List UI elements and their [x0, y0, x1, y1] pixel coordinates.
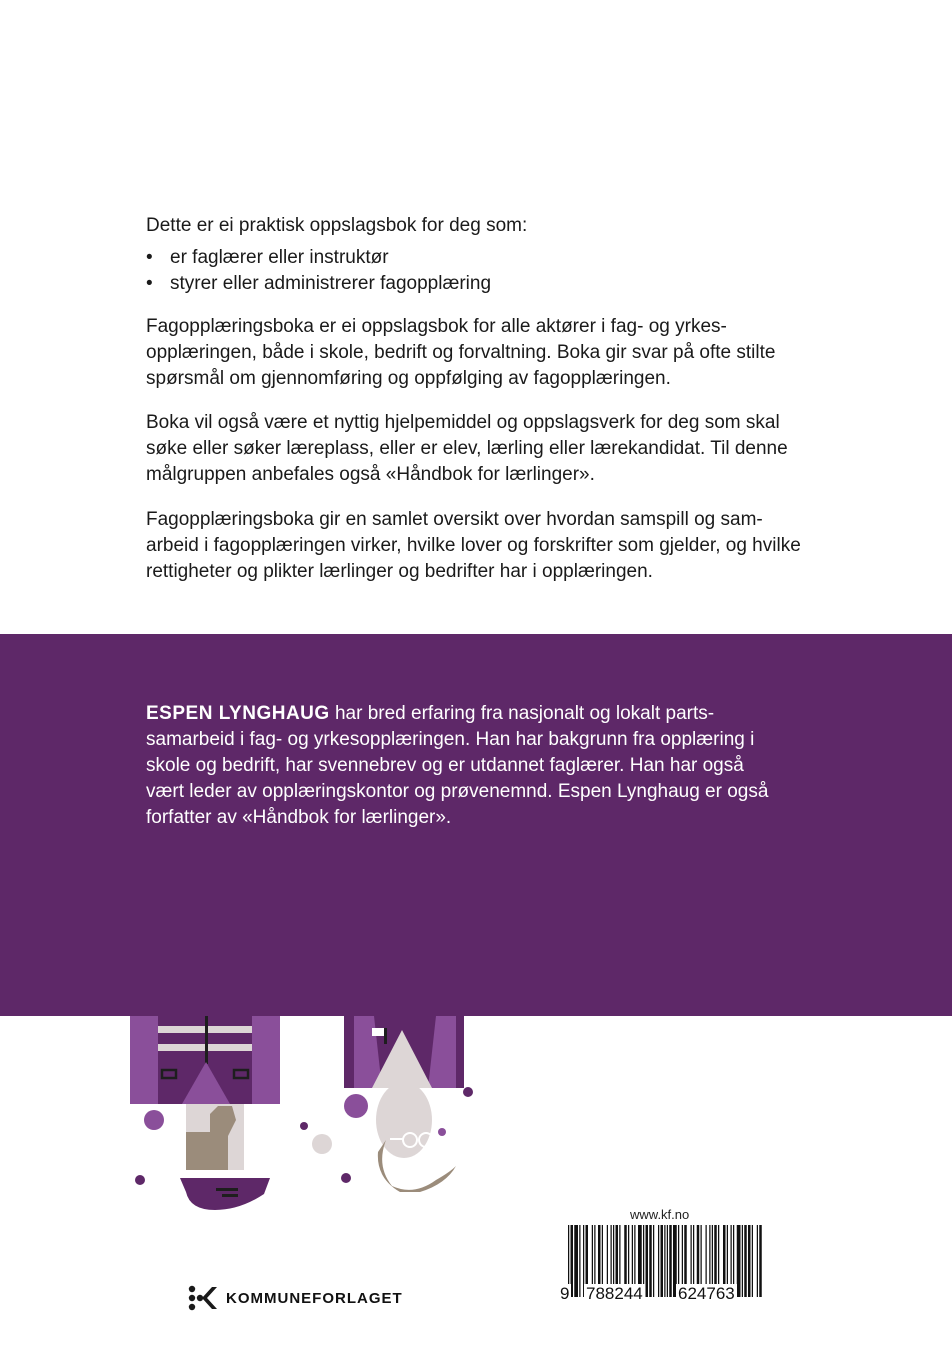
barcode-digit-first: 9: [560, 1284, 570, 1303]
upside-down-figures-illustration: [120, 1016, 490, 1216]
intro-lead: Dette er ei praktisk oppslagsbok for deg som:: [146, 215, 528, 236]
intro-bullet-list: [146, 245, 806, 297]
intro-section: [146, 213, 806, 297]
paragraph-usefulness: Boka vil også være et nyttig hjelpemiddel og oppslagsverk for deg som skal søke eller søker læreplass, eller er elev, lærling eller lærekandidat. Til denne målgruppen anbefales også «Håndbok for lærlinger».: [146, 412, 788, 485]
list-item: • er faglærer eller instruktør: [146, 245, 806, 271]
bullet-icon: •: [146, 247, 153, 268]
paragraph-overview: Fagopplæringsboka gir en samlet oversikt over hvordan samspill og sam-arbeid i fagopplæringen virker, hvilke lover og forskrifter som gjelder, og hvilke rettigheter og plikter lærlinger og bedrifter har i opplæringen.: [146, 509, 801, 582]
barcode-digits-left: 788244: [586, 1284, 643, 1303]
kommuneforlaget-logo-icon: [188, 1285, 218, 1311]
author-bio-text: har bred erfaring fra nasjonalt og lokalt parts-samarbeid i fag- og yrkesopplæringen. Han har bakgrunn fra opplæring i skole og bedrift, har svennebrev og er utdannet faglærer. Han har også vært leder av opplæringskontor og prøvenemnd. Espen Lynghaug er også forfatter av «Håndbok for lærlinger».: [146, 703, 769, 828]
publisher-name: KOMMUNEFORLAGET: [226, 1289, 403, 1307]
author-name: ESPEN LYNGHAUG: [146, 703, 330, 724]
bullet-icon: •: [146, 273, 153, 294]
paragraph-audience: Fagopplæringsboka er ei oppslagsbok for alle aktører i fag- og yrkes-opplæringen, både i skole, bedrift og forvaltning. Boka gir svar på ofte stilte spørsmål om gjennomføring og oppfølging av fagopplæringen.: [146, 316, 776, 389]
website-url: www.kf.no: [630, 1207, 690, 1222]
publisher-logo: [188, 1285, 403, 1311]
barcode-digits-right: 624763: [678, 1284, 735, 1303]
author-bio: [146, 701, 786, 831]
barcode-digits: [558, 1284, 778, 1304]
list-item: • styrer eller administrerer fagopplæring: [146, 271, 806, 297]
